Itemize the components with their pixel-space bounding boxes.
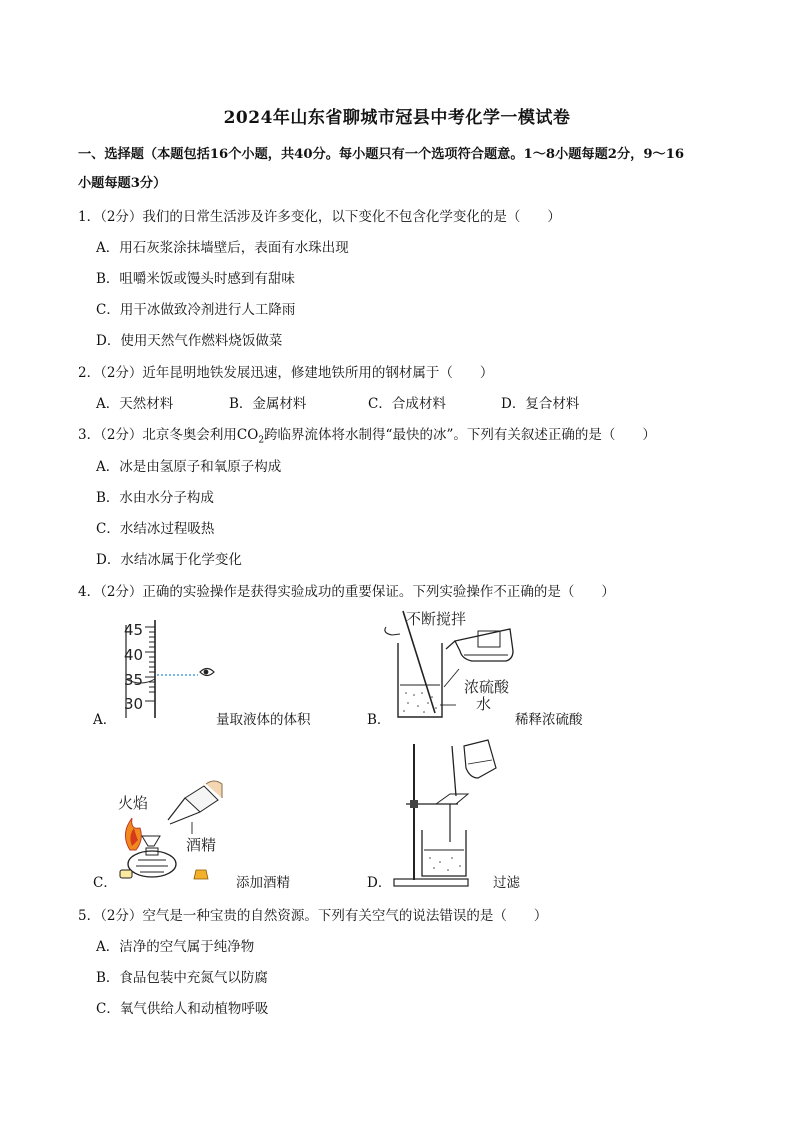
q4-option-b-caption: 稀释浓硫酸	[515, 712, 583, 728]
q3-stem: 3．（2分）北京冬奥会利用$CO_2$跨临界流体将水制得“最快的冰”。下列有关叙述正确的是（ ）	[78, 427, 656, 446]
q4-option-d-caption: 过滤	[493, 875, 520, 891]
q2-stem: 2．（2分）近年昆明地铁发展迅速，修建地铁所用的钢材属于（ ）	[78, 365, 494, 381]
exam-title: 2024年山东省聊城市冠县中考化学一模试卷	[223, 108, 571, 128]
q4-option-a-caption: 量取液体的体积	[216, 712, 311, 728]
q1-option-b: B．咀嚼米饭或馒头时感到有甜味	[96, 271, 295, 287]
q5-stem: 5．（2分）空气是一种宝贵的自然资源。下列有关空气的说法错误的是（ ）	[78, 908, 548, 924]
q4-option-c-caption: 添加酒精	[236, 875, 290, 891]
q4-option-a-letter: A．	[93, 712, 117, 728]
q5-option-b: B．食品包装中充氮气以防腐	[96, 970, 268, 986]
tick-label-35: 35	[124, 671, 144, 689]
q4-option-b-letter: B．	[367, 712, 391, 728]
q1-option-d: D．使用天然气作燃料烧饭做菜	[96, 333, 283, 349]
q3-option-b: B．水由水分子构成	[96, 490, 214, 506]
q2-option-d: D．复合材料	[501, 396, 580, 412]
figure-d-filtration	[392, 738, 502, 890]
figure-a-graduated-cylinder	[110, 615, 220, 720]
q2-option-b: B．金属材料	[229, 396, 307, 412]
q2-options-row	[0, 392, 794, 412]
eye-icon	[200, 669, 214, 676]
section-heading-line1: 一、选择题（本题包括16个小题，共40分。每小题只有一个选项符合题意。1～8小题每题2分，9～16	[78, 147, 685, 162]
q4-option-d-letter: D．	[367, 875, 392, 891]
label-water: 水	[476, 695, 492, 713]
tick-label-45: 45	[124, 621, 144, 639]
label-acid: 浓硫酸	[464, 678, 510, 696]
q5-option-c: C．氧气供给人和动植物呼吸	[96, 1001, 269, 1017]
figure-b-dilute-acid	[380, 605, 520, 723]
q5-option-a: A．洁净的空气属于纯净物	[96, 939, 255, 955]
q1-stem: 1．（2分）我们的日常生活涉及许多变化，以下变化不包含化学变化的是（ ）	[78, 209, 561, 225]
q4-option-c-letter: C．	[93, 875, 117, 891]
label-stir: 不断搅拌	[406, 610, 467, 628]
q3-option-c: C．水结冰过程吸热	[96, 521, 215, 537]
q2-option-c: C．合成材料	[368, 396, 446, 412]
tick-label-30: 30	[124, 695, 144, 713]
tick-label-40: 40	[124, 646, 144, 664]
q4-stem: 4．（2分）正确的实验操作是获得实验成功的重要保证。下列实验操作不正确的是（ ）	[78, 584, 615, 600]
q2-option-a: A．天然材料	[96, 396, 174, 412]
label-flame: 火焰	[118, 794, 149, 812]
q1-option-c: C．用干冰做致冷剂进行人工降雨	[96, 302, 296, 318]
q3-option-a: A．冰是由氢原子和氧原子构成	[96, 459, 282, 475]
q3-option-d: D．水结冰属于化学变化	[96, 552, 242, 568]
section-heading	[78, 140, 728, 198]
section-heading-line2: 小题每题3分）	[78, 176, 167, 191]
figure-c-alcohol-lamp	[110, 778, 225, 888]
label-alcohol: 酒精	[186, 836, 217, 854]
q1-option-a: A．用石灰浆涂抹墙壁后，表面有水珠出现	[96, 240, 349, 256]
